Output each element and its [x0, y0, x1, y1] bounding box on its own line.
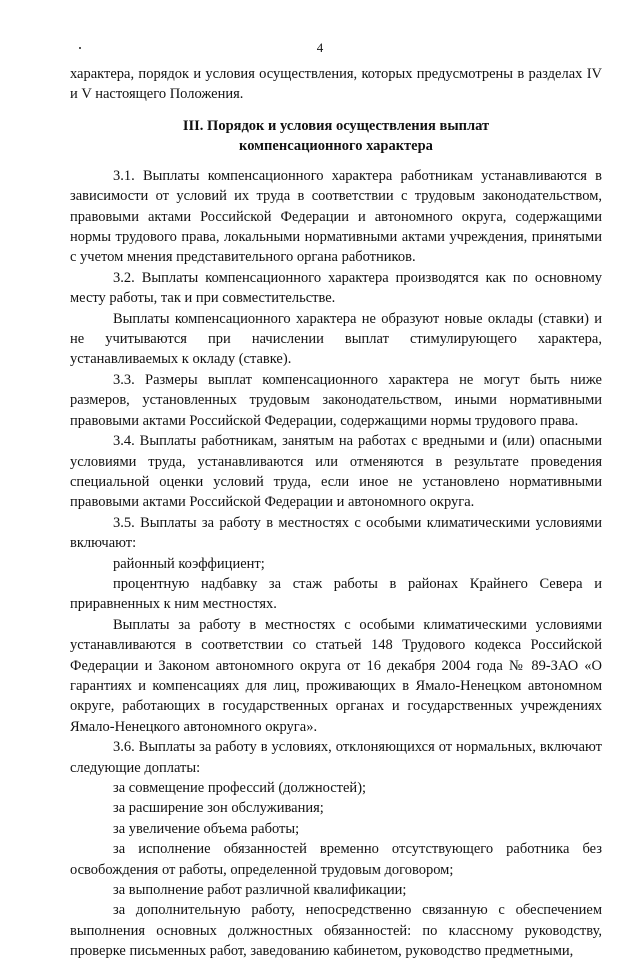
list-item-service-zones: за расширение зон обслуживания;: [113, 800, 324, 817]
list-item-combination: за совмещение профессий (должностей);: [113, 780, 367, 796]
section-heading: [70, 116, 602, 156]
paragraph-3-2-note: Выплаты компенсационного характера не образуют новые оклады (ставки) и не учитываются при начислении выплат стимулирующего характера, устанавливаемых к окладу (ставке).: [70, 310, 602, 368]
section-heading-line-1: III. Порядок и условия осуществления выплат: [182, 117, 490, 134]
paragraph-3-2: 3.2. Выплаты компенсационного характера производятся как по основному месту работы, так и при совместительстве.: [70, 269, 602, 307]
paragraph-3-5-law: Выплаты за работу в местностях с особыми климатическими условиями устанавливаются в соответствии со статьей 148 Трудового кодекса Российской Федерации и Законом автономного округа от 16 декабря 2004 года № 89-ЗАО «О гарантиях и компенсациях для лиц, проживающих в Ямало-Ненецком автономном округе, работающих в государственных органах и государственных учреждениях Ямало-Ненецкого автономного округа».: [70, 616, 602, 735]
document-body: [70, 64, 602, 962]
paragraph-3-5: 3.5. Выплаты за работу в местностях с особыми климатическими условиями включают:: [70, 514, 602, 552]
list-item-workload: за увеличение объема работы;: [113, 820, 300, 837]
list-item-regional-coefficient: районный коэффициент;: [113, 555, 265, 572]
list-item-absent-worker: за исполнение обязанностей временно отсутствующего работника без освобождения от работы, определенной трудовым договором;: [70, 841, 602, 878]
list-item-qualification: за выполнение работ различной квалификации;: [113, 882, 407, 899]
list-item-additional-work: за дополнительную работу, непосредственно связанную с обеспечением выполнения основных должностных обязанностей: по классному руководству, проверке письменных работ, заведованию кабинетом, руководство предметными,: [70, 902, 602, 960]
paragraph-3-3: 3.3. Размеры выплат компенсационного характера не могут быть ниже размеров, установленных трудовым законодательством, иными нормативными правовыми актами Российской Федерации, содержащими нормы трудового права.: [70, 371, 602, 429]
page-number: 4: [316, 40, 324, 55]
list-item-north-allowance: процентную надбавку за стаж работы в районах Крайнего Севера и приравненных к ним местностях.: [70, 575, 602, 613]
paragraph-3-1: 3.1. Выплаты компенсационного характера работникам устанавливаются в зависимости от условий их труда в соответствии с трудовым законодательством, правовыми актами Российской Федерации и автономного округа, содержащими нормы трудового права, локальными нормативными актами учреждения, принятыми с учетом мнения представительного органа работников.: [70, 167, 602, 266]
intro-paragraph: характера, порядок и условия осуществления, которых предусмотрены в разделах IV и V настоящего Положения.: [70, 66, 602, 103]
section-heading-line-2: компенсационного характера: [239, 137, 433, 154]
paragraph-3-4: 3.4. Выплаты работникам, занятым на работах с вредными и (или) опасными условиями труда, устанавливаются или отменяются в результате проведения специальной оценки условий труда, если иное не установлено нормативными правовыми актами Российской Федерации и автономного округа.: [70, 433, 602, 511]
paragraph-3-6: 3.6. Выплаты за работу в условиях, отклоняющихся от нормальных, включают следующие доплаты:: [70, 739, 602, 776]
scan-speck: [79, 47, 81, 49]
